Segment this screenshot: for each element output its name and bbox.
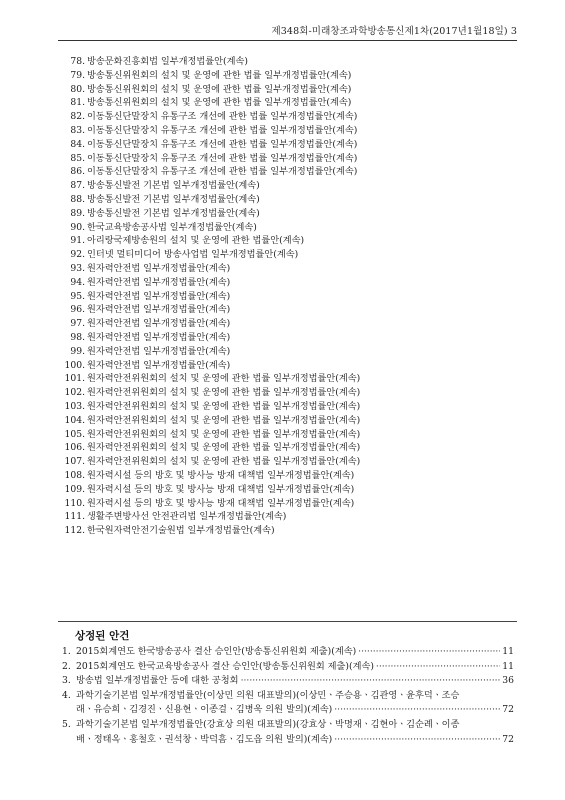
agenda-item-number: 80. <box>70 83 85 95</box>
agenda-item <box>60 428 520 442</box>
agenda-item-title: 원자력안전법 일부개정법률안(계속) <box>87 262 231 274</box>
agenda-item <box>60 69 520 83</box>
agenda-item-title: 원자력시설 등의 방호 및 방사능 방재 대책법 일부개정법률안(계속) <box>87 483 355 495</box>
agenda-item-title: 원자력안전법 일부개정법률안(계속) <box>87 290 231 302</box>
dot-leader <box>334 733 500 748</box>
agenda-item-number: 81. <box>70 97 85 109</box>
agenda-item <box>60 469 520 483</box>
tabled-item-page: 11 <box>502 646 514 657</box>
agenda-item-title: 이동통신단말장치 유통구조 개선에 관한 법률 일부개정법률안(계속) <box>87 166 358 178</box>
agenda-item <box>60 179 520 193</box>
agenda-item-number: 103. <box>64 400 85 412</box>
agenda-item-title: 이동통신단말장치 유통구조 개선에 관한 법률 일부개정법률안(계속) <box>87 138 358 150</box>
tabled-item-text: 과학기술기본법 일부개정법률안(이상민 의원 대표발의)(이상민ㆍ주승용ㆍ김관영ㆍ윤후덕ㆍ조승 <box>76 689 460 701</box>
agenda-item-title: 원자력안전법 일부개정법률안(계속) <box>87 359 231 371</box>
agenda-item-title: 원자력시설 등의 방호 및 방사능 방재 대책법 일부개정법률안(계속) <box>87 469 355 481</box>
agenda-item <box>60 441 520 455</box>
agenda-item <box>60 359 520 373</box>
agenda-item-number: 83. <box>70 124 85 136</box>
agenda-item <box>60 497 520 511</box>
agenda-item-number: 104. <box>64 414 85 426</box>
tabled-item-number: 1. <box>62 646 71 657</box>
tabled-item-text: 배ㆍ정태옥ㆍ홍철호ㆍ권석창ㆍ박덕흠ㆍ김도읍 의원 발의)(계속) <box>76 733 333 745</box>
agenda-item <box>60 138 520 152</box>
agenda-item-title: 원자력안전위원회의 설치 및 운영에 관한 법률 일부개정법률안(계속) <box>87 456 361 468</box>
agenda-item-title: 이동통신단말장치 유통구조 개선에 관한 법률 일부개정법률안(계속) <box>87 124 358 136</box>
agenda-item-title: 원자력안전법 일부개정법률안(계속) <box>87 276 231 288</box>
tabled-item-number: 3. <box>62 675 71 687</box>
agenda-item-number: 112. <box>64 525 85 537</box>
agenda-item <box>60 207 520 221</box>
agenda-item-number: 95. <box>70 290 85 302</box>
agenda-item-title: 이동통신단말장치 유통구조 개선에 관한 법률 일부개정법률안(계속) <box>87 152 358 164</box>
page-header: 제348회-미래창조과학방송통신제1차(2017년1월18일) 3 <box>271 26 517 37</box>
agenda-item-title: 한국교육방송공사법 일부개정법률안(계속) <box>87 221 257 233</box>
agenda-item-number: 96. <box>70 304 85 316</box>
agenda-list <box>60 55 520 538</box>
agenda-item-title: 생활주변방사선 안전관리법 일부개정법률안(계속) <box>87 511 287 523</box>
agenda-item <box>60 262 520 276</box>
agenda-item-number: 91. <box>70 235 85 247</box>
agenda-item <box>60 96 520 110</box>
agenda-item-title: 원자력안전위원회의 설치 및 운영에 관한 법률 일부개정법률안(계속) <box>87 414 361 426</box>
agenda-item-number: 97. <box>70 318 85 330</box>
agenda-item <box>60 234 520 248</box>
agenda-item-title: 원자력시설 등의 방호 및 방사능 방재 대책법 일부개정법률안(계속) <box>87 497 355 509</box>
agenda-item-title: 한국원자력안전기술원법 일부개정법률안(계속) <box>87 525 275 537</box>
agenda-item-number: 79. <box>70 69 85 81</box>
agenda-item-title: 방송통신위원회의 설치 및 운영에 관한 법률 일부개정법률안(계속) <box>87 83 352 95</box>
tabled-item <box>62 660 514 675</box>
agenda-item <box>60 221 520 235</box>
agenda-item-number: 93. <box>70 262 85 274</box>
header-rule <box>58 40 517 41</box>
tabled-item-text: 방송법 일부개정법률안 등에 대한 공청회 <box>76 675 239 687</box>
agenda-item-number: 109. <box>64 483 85 495</box>
agenda-item <box>60 165 520 179</box>
agenda-item-title: 원자력안전법 일부개정법률안(계속) <box>87 345 231 357</box>
section-title: 상정된 안건 <box>75 630 130 642</box>
agenda-item-number: 111. <box>64 511 85 523</box>
tabled-item-page: 72 <box>502 733 514 745</box>
agenda-item <box>60 386 520 400</box>
tabled-item-page: 11 <box>502 660 514 672</box>
agenda-item-title: 방송통신발전 기본법 일부개정법률안(계속) <box>87 180 260 192</box>
dot-leader <box>376 660 500 675</box>
tabled-item-text: 과학기술기본법 일부개정법률안(강효상 의원 대표발의)(강효상ㆍ박명재ㆍ김현아ㆍ김순례ㆍ이종 <box>76 718 460 730</box>
agenda-item-number: 107. <box>64 456 85 468</box>
agenda-item <box>60 193 520 207</box>
agenda-item-number: 78. <box>70 56 85 67</box>
tabled-item-page: 72 <box>502 704 514 716</box>
agenda-item-number: 92. <box>70 249 85 261</box>
dot-leader <box>358 645 500 660</box>
agenda-item-number: 99. <box>70 345 85 357</box>
tabled-item <box>62 718 514 747</box>
dot-leader <box>241 674 501 689</box>
dot-leader <box>334 703 500 718</box>
agenda-item-number: 94. <box>70 276 85 288</box>
agenda-item <box>60 303 520 317</box>
agenda-item-title: 아리랑국제방송원의 설치 및 운영에 관한 법률안(계속) <box>87 235 305 247</box>
agenda-item-title: 원자력안전법 일부개정법률안(계속) <box>87 304 231 316</box>
tabled-item-number: 2. <box>62 660 71 672</box>
agenda-item <box>60 414 520 428</box>
agenda-item-title: 방송통신발전 기본법 일부개정법률안(계속) <box>87 193 260 205</box>
agenda-item-title: 원자력안전위원회의 설치 및 운영에 관한 법률 일부개정법률안(계속) <box>87 428 361 440</box>
agenda-item-title: 이동통신단말장치 유통구조 개선에 관한 법률 일부개정법률안(계속) <box>87 111 358 123</box>
agenda-item-title: 원자력안전위원회의 설치 및 운영에 관한 법률 일부개정법률안(계속) <box>87 400 361 412</box>
agenda-item-number: 90. <box>70 221 85 233</box>
agenda-item-number: 106. <box>64 442 85 454</box>
agenda-item <box>60 83 520 97</box>
agenda-item-title: 방송통신위원회의 설치 및 운영에 관한 법률 일부개정법률안(계속) <box>87 97 352 109</box>
agenda-item-number: 89. <box>70 207 85 219</box>
agenda-item <box>60 290 520 304</box>
agenda-item-number: 101. <box>64 373 85 385</box>
tabled-item-number: 5. <box>62 718 71 730</box>
agenda-item-number: 108. <box>64 469 85 481</box>
agenda-item-number: 86. <box>70 166 85 178</box>
agenda-item <box>60 152 520 166</box>
agenda-item-title: 원자력안전위원회의 설치 및 운영에 관한 법률 일부개정법률안(계속) <box>87 387 361 399</box>
agenda-item <box>60 400 520 414</box>
agenda-item-number: 105. <box>64 428 85 440</box>
agenda-item-number: 110. <box>64 497 85 509</box>
agenda-item-title: 원자력안전법 일부개정법률안(계속) <box>87 331 231 343</box>
tabled-item-text: 2015회계연도 한국교육방송공사 결산 승인안(방송통신위원회 제출)(계속) <box>76 660 374 672</box>
agenda-item-number: 88. <box>70 193 85 205</box>
agenda-item <box>60 124 520 138</box>
agenda-item <box>60 345 520 359</box>
agenda-item <box>60 317 520 331</box>
agenda-item-title: 원자력안전위원회의 설치 및 운영에 관한 법률 일부개정법률안(계속) <box>87 442 361 454</box>
agenda-item <box>60 524 520 538</box>
agenda-item-number: 102. <box>64 387 85 399</box>
agenda-item <box>60 331 520 345</box>
agenda-item-title: 방송통신발전 기본법 일부개정법률안(계속) <box>87 207 260 219</box>
agenda-item-number: 82. <box>70 111 85 123</box>
agenda-item <box>60 248 520 262</box>
agenda-item-title: 인터넷 멀티미디어 방송사업법 일부개정법률안(계속) <box>87 249 299 261</box>
agenda-item <box>60 510 520 524</box>
agenda-item-title: 방송문화진흥회법 일부개정법률안(계속) <box>87 56 248 67</box>
agenda-item-title: 방송통신위원회의 설치 및 운영에 관한 법률 일부개정법률안(계속) <box>87 69 352 81</box>
agenda-item <box>60 483 520 497</box>
agenda-item <box>60 276 520 290</box>
tabled-item-number: 4. <box>62 689 71 701</box>
agenda-item <box>60 110 520 124</box>
agenda-item-number: 84. <box>70 138 85 150</box>
tabled-item-page: 36 <box>502 675 514 687</box>
tabled-items-list <box>62 645 514 747</box>
tabled-item <box>62 689 514 718</box>
agenda-item <box>60 455 520 469</box>
agenda-item <box>60 372 520 386</box>
agenda-item-number: 87. <box>70 180 85 192</box>
agenda-item-number: 100. <box>64 359 85 371</box>
agenda-item-title: 원자력안전위원회의 설치 및 운영에 관한 법률 일부개정법률안(계속) <box>87 373 361 385</box>
agenda-item-number: 98. <box>70 331 85 343</box>
tabled-item-text: 래ㆍ유승희ㆍ김경진ㆍ신용현ㆍ이종걸ㆍ김병욱 의원 발의)(계속) <box>76 704 333 716</box>
tabled-item <box>62 645 514 660</box>
section-divider <box>58 621 517 622</box>
agenda-item-number: 85. <box>70 152 85 164</box>
tabled-item <box>62 674 514 689</box>
agenda-item-title: 원자력안전법 일부개정법률안(계속) <box>87 318 231 330</box>
agenda-item <box>60 55 520 69</box>
tabled-item-text: 2015회계연도 한국방송공사 결산 승인안(방송통신위원회 제출)(계속) <box>76 646 357 657</box>
